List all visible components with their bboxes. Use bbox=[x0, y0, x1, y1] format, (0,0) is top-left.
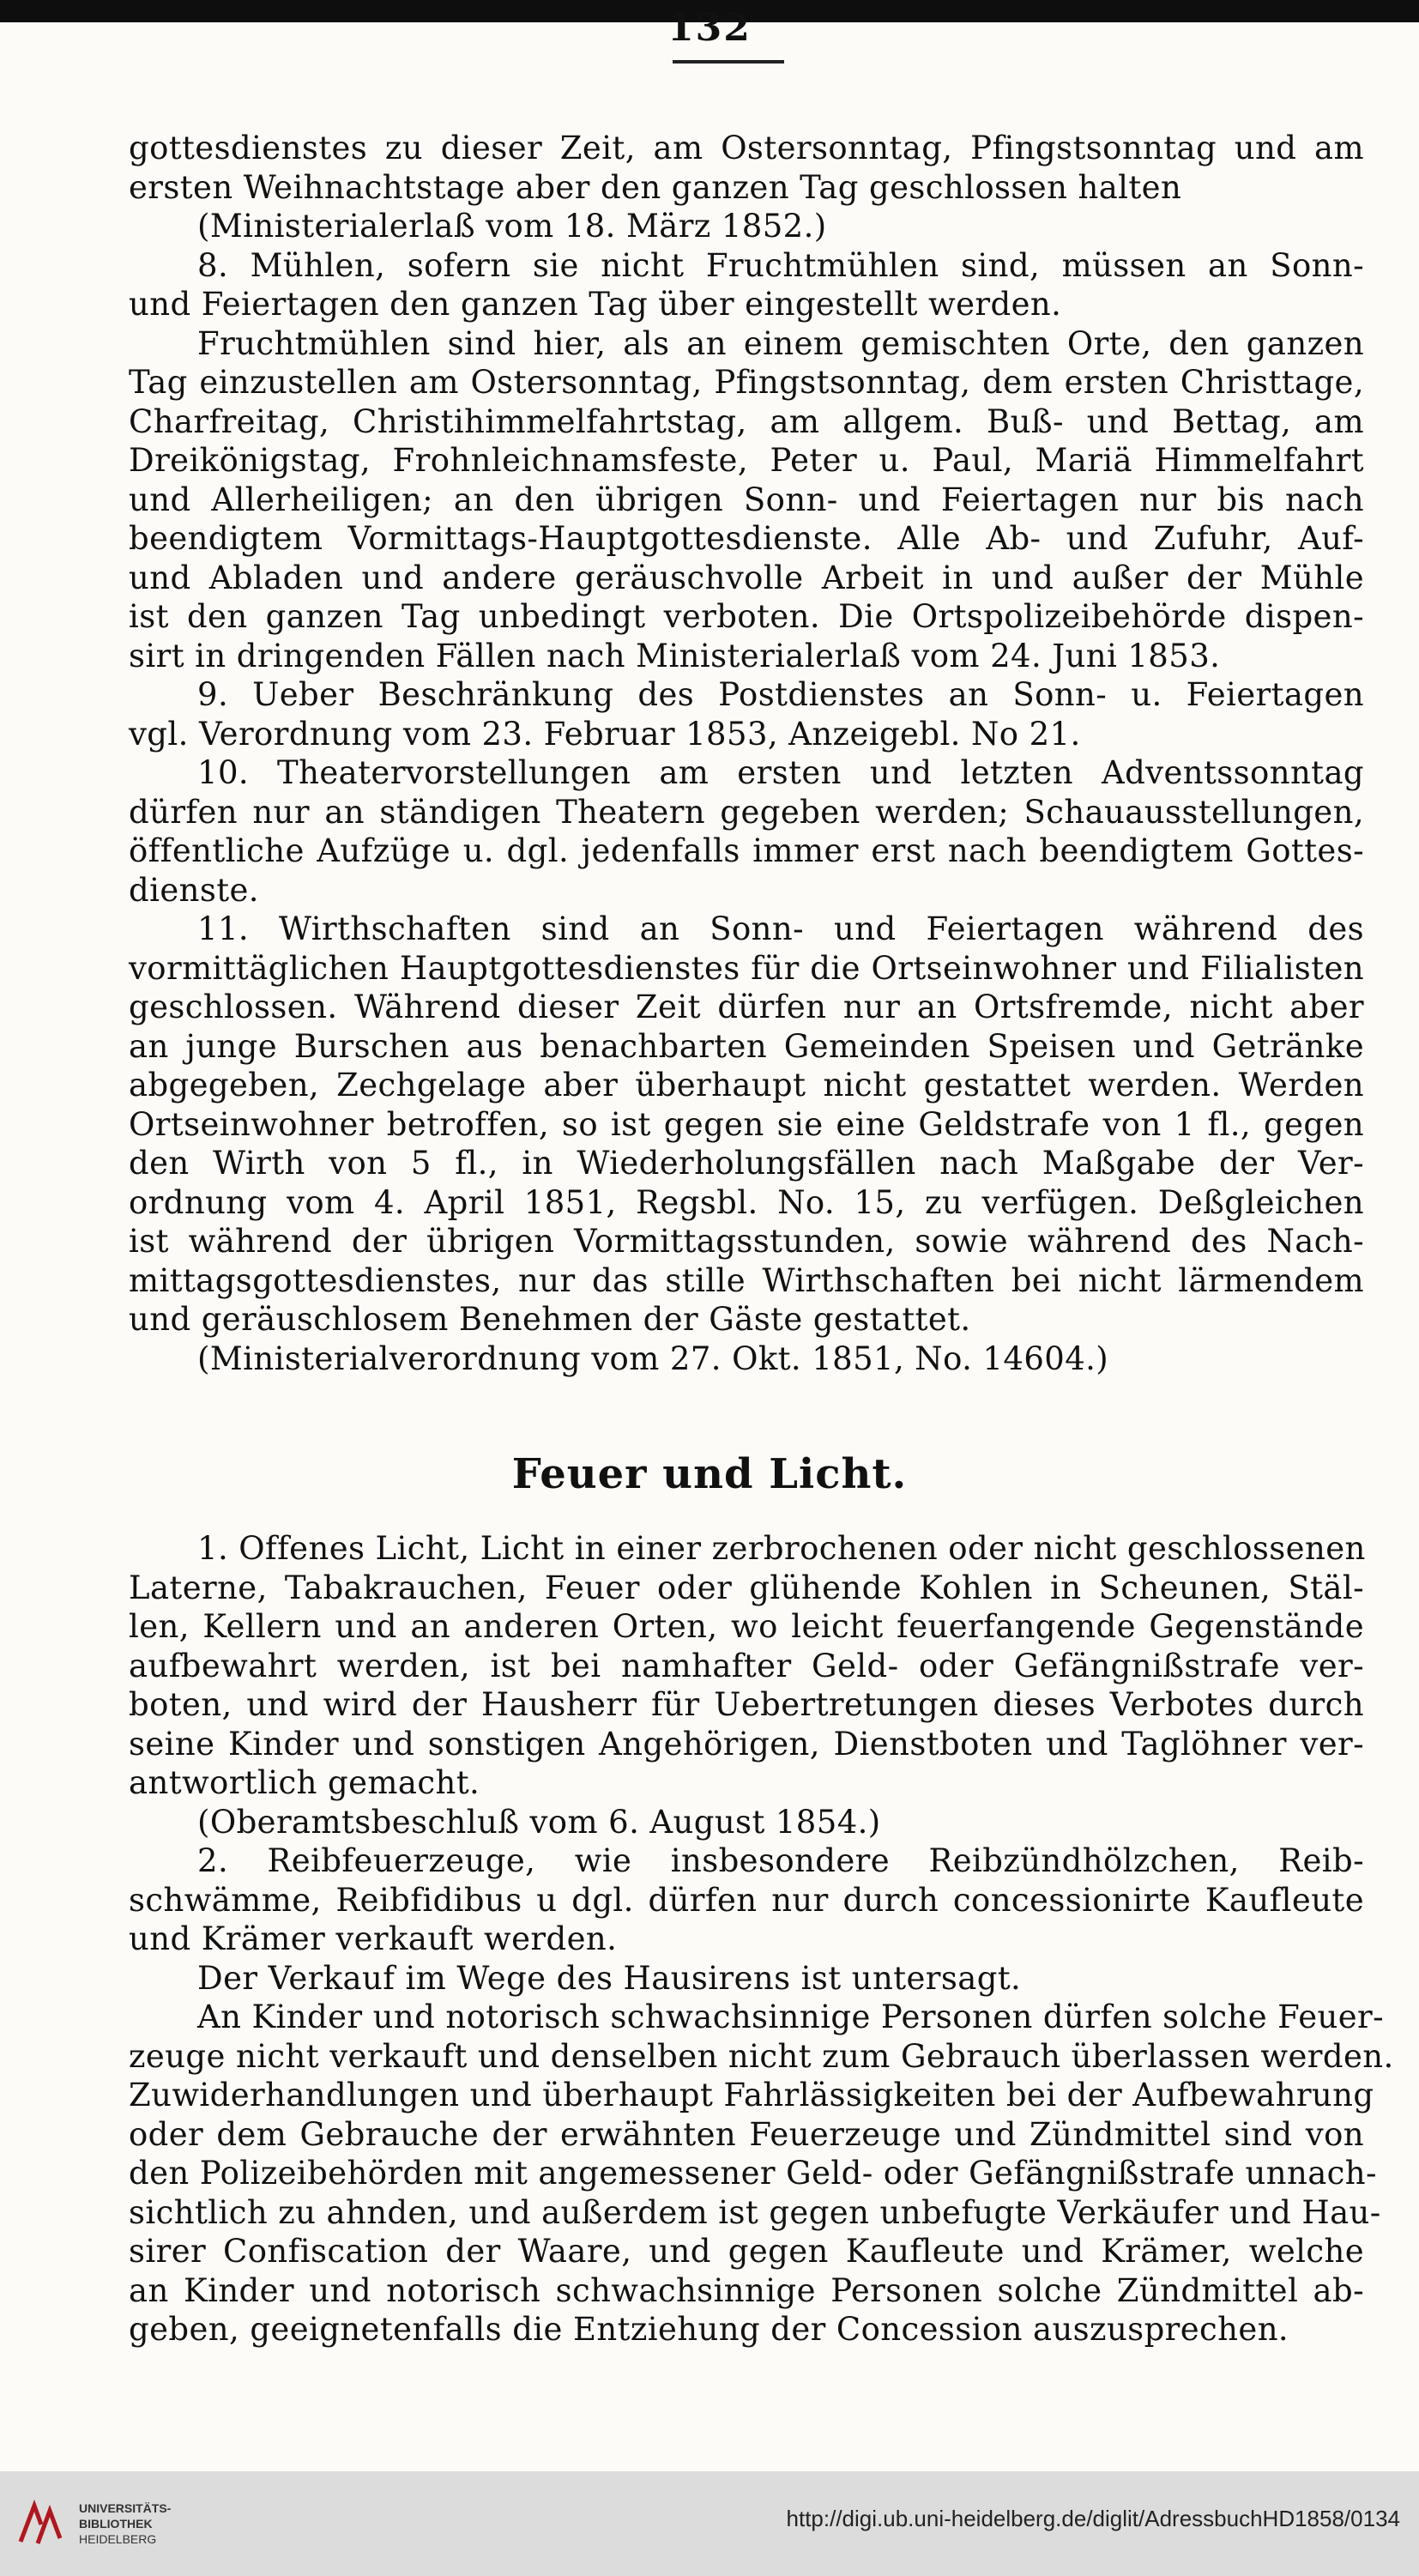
body-text-line: beendigtem Vormittags-Hauptgottesdienste. Alle Ab- und Zufuhr, Auf- bbox=[129, 520, 1364, 557]
fire-section-text-line: An Kinder und notorisch schwachsinnige Personen dürfen solche Feuer- bbox=[197, 1999, 1385, 2035]
body-text-line: ist den ganzen Tag unbedingt verboten. Die Ortspolizeibehörde dispen- bbox=[129, 598, 1364, 635]
library-name-line2: BIBLIOTHEK bbox=[79, 2517, 153, 2531]
body-text-line: und Feiertagen den ganzen Tag über eingestellt werden. bbox=[129, 286, 1062, 323]
permalink-url[interactable]: http://digi.ub.uni-heidelberg.de/diglit/AdressbuchHD1858/0134 bbox=[786, 2506, 1400, 2531]
fire-section-text-line: Der Verkauf im Wege des Hausirens ist untersagt. bbox=[197, 1959, 1022, 1997]
body-text-line: ordnung vom 4. April 1851, Regsbl. No. 15, zu verfügen. Deßgleichen bbox=[129, 1183, 1364, 1221]
logo-stroke-b bbox=[38, 2511, 60, 2543]
body-text-line: und geräuschlosem Benehmen der Gäste gestattet. bbox=[129, 1301, 971, 1338]
body-text-line: 10. Theatervorstellungen am ersten und letzten Adventssonntag bbox=[197, 754, 1364, 791]
fire-section-text-line: aufbewahrt werden, ist bei namhafter Geld- oder Gefängnißstrafe ver- bbox=[129, 1647, 1364, 1684]
section-heading: Feuer und Licht. bbox=[511, 1450, 908, 1498]
fire-section-text-line: sirer Confiscation der Waare, und gegen Kaufleute und Krämer, welche bbox=[129, 2233, 1364, 2270]
fire-section-text-line: 1. Offenes Licht, Licht in einer zerbrochenen oder nicht geschlossenen bbox=[197, 1530, 1366, 1567]
viewer-footer bbox=[0, 2471, 1419, 2576]
body-text-line: 9. Ueber Beschränkung des Postdienstes an Sonn- u. Feiertagen bbox=[197, 676, 1364, 713]
body-text-line: und Abladen und andere geräuschvolle Arbeit in und außer der Mühle bbox=[129, 559, 1364, 596]
body-text-line: Ortseinwohner betroffen, so ist gegen sie eine Geldstrafe von 1 fl., gegen bbox=[129, 1105, 1364, 1143]
body-text-line: vgl. Verordnung vom 23. Februar 1853, Anzeigebl. No 21. bbox=[129, 715, 1081, 753]
body-text-line: abgegeben, Zechgelage aber überhaupt nicht gestattet werden. Werden bbox=[129, 1067, 1364, 1104]
body-text-line: und Allerheiligen; an den übrigen Sonn- und Feiertagen nur bis nach bbox=[129, 481, 1364, 518]
fire-section-text-line: sichtlich zu ahnden, und außerdem ist gegen unbefugte Verkäufer und Hau- bbox=[129, 2193, 1381, 2231]
fire-section-text-line: schwämme, Reibfidibus u dgl. dürfen nur durch concessionirte Kaufleute bbox=[129, 1881, 1364, 1919]
fire-section-text-line: den Polizeibehörden mit angemessener Geld- oder Gefängnißstrafe unnach- bbox=[129, 2155, 1377, 2192]
page-number: 132 bbox=[667, 6, 752, 50]
body-text-line: Fruchtmühlen sind hier, als an einem gemischten Orte, den ganzen bbox=[197, 324, 1364, 362]
fire-section-text-line: 2. Reibfeuerzeuge, wie insbesondere Reibzündhölzchen, Reib- bbox=[197, 1842, 1364, 1879]
fire-section-text-line: len, Kellern und an anderen Orten, wo leicht feuerfangende Gegenstände bbox=[129, 1608, 1364, 1645]
body-text-line: 11. Wirthschaften sind an Sonn- und Feiertagen während des bbox=[197, 910, 1364, 947]
body-text-line: gottesdienstes zu dieser Zeit, am Ostersonntag, Pfingstsonntag und am bbox=[129, 130, 1364, 166]
library-name-line1: UNIVERSITÄTS- bbox=[79, 2501, 172, 2515]
library-name bbox=[79, 2500, 171, 2547]
fire-section-text-line: Laterne, Tabakrauchen, Feuer oder glühende Kohlen in Scheunen, Stäl- bbox=[129, 1569, 1364, 1606]
text-block-sunday-rules bbox=[129, 129, 1364, 1378]
body-text-line: sirt in dringenden Fällen nach Ministerialerlaß vom 24. Juni 1853. bbox=[129, 637, 1221, 674]
body-text-line: (Ministerialerlaß vom 18. März 1852.) bbox=[197, 208, 827, 245]
library-name-line3: HEIDELBERG bbox=[79, 2532, 157, 2546]
body-text-line: öffentliche Aufzüge u. dgl. jedenfalls immer erst nach beendigtem Gottes- bbox=[129, 832, 1364, 869]
fire-section-text-line: boten, und wird der Hausherr für Uebertretungen dieses Verbotes durch bbox=[129, 1686, 1364, 1723]
fire-section-text-line: Zuwiderhandlungen und überhaupt Fahrlässigkeiten bei der Aufbewahrung bbox=[129, 2077, 1374, 2113]
body-text-line: ist während der übrigen Vormittagsstunden, sowie während des Nach- bbox=[129, 1223, 1364, 1260]
text-block-fire-and-light bbox=[129, 1529, 1394, 2349]
heidelberg-library-logo-icon bbox=[15, 2499, 65, 2549]
body-text-line: an junge Burschen aus benachbarten Gemeinden Speisen und Getränke bbox=[129, 1027, 1364, 1065]
body-text-line: mittagsgottesdienstes, nur das stille Wirthschaften bei nicht lärmendem bbox=[129, 1261, 1364, 1299]
body-text-line: Charfreitag, Christihimmelfahrtstag, am allgem. Buß- und Bettag, am bbox=[129, 402, 1364, 440]
body-text-line: (Ministerialverordnung vom 27. Okt. 1851, No. 14604.) bbox=[197, 1339, 1109, 1377]
body-text-line: vormittäglichen Hauptgottesdienstes für die Ortseinwohner und Filialisten bbox=[129, 949, 1364, 987]
fire-section-text-line: (Oberamtsbeschluß vom 6. August 1854.) bbox=[197, 1803, 881, 1841]
body-text-line: Dreikönigstag, Frohnleichnamsfeste, Peter u. Paul, Mariä Himmelfahrt bbox=[129, 442, 1364, 479]
body-text-line: 8. Mühlen, sofern sie nicht Fruchtmühlen sind, müssen an Sonn- bbox=[197, 246, 1364, 284]
body-text-line: ersten Weihnachtstage aber den ganzen Tag geschlossen halten bbox=[129, 168, 1182, 206]
body-text-line: dürfen nur an ständigen Theatern gegeben werden; Schauausstellungen, bbox=[129, 793, 1364, 831]
body-text-line: dienste. bbox=[129, 871, 259, 909]
fire-section-text-line: und Krämer verkauft werden. bbox=[129, 1920, 618, 1957]
fire-section-text-line: zeuge nicht verkauft und denselben nicht zum Gebrauch überlassen werden. bbox=[129, 2037, 1394, 2075]
fire-section-text-line: antwortlich gemacht. bbox=[129, 1764, 480, 1801]
body-text-line: den Wirth von 5 fl., in Wiederholungsfällen nach Maßgabe der Ver- bbox=[129, 1145, 1364, 1182]
fire-section-text-line: an Kinder und notorisch schwachsinnige Personen solche Zündmittel ab- bbox=[129, 2271, 1364, 2309]
body-text-line: Tag einzustellen am Ostersonntag, Pfingstsonntag, dem ersten Christtage, bbox=[129, 364, 1364, 401]
body-text-line: geschlossen. Während dieser Zeit dürfen nur an Ortsfremde, nicht aber bbox=[129, 989, 1364, 1025]
logo-strokes bbox=[21, 2506, 60, 2543]
fire-section-text-line: geben, geeignetenfalls die Entziehung der Concession auszusprechen. bbox=[129, 2311, 1289, 2348]
fire-section-text-line: oder dem Gebrauche der erwähnten Feuerzeuge und Zündmittel sind von bbox=[129, 2115, 1364, 2153]
header-rule bbox=[673, 60, 784, 63]
fire-section-text-line: seine Kinder und sonstigen Angehörigen, Dienstboten und Taglöhner ver- bbox=[129, 1725, 1364, 1763]
